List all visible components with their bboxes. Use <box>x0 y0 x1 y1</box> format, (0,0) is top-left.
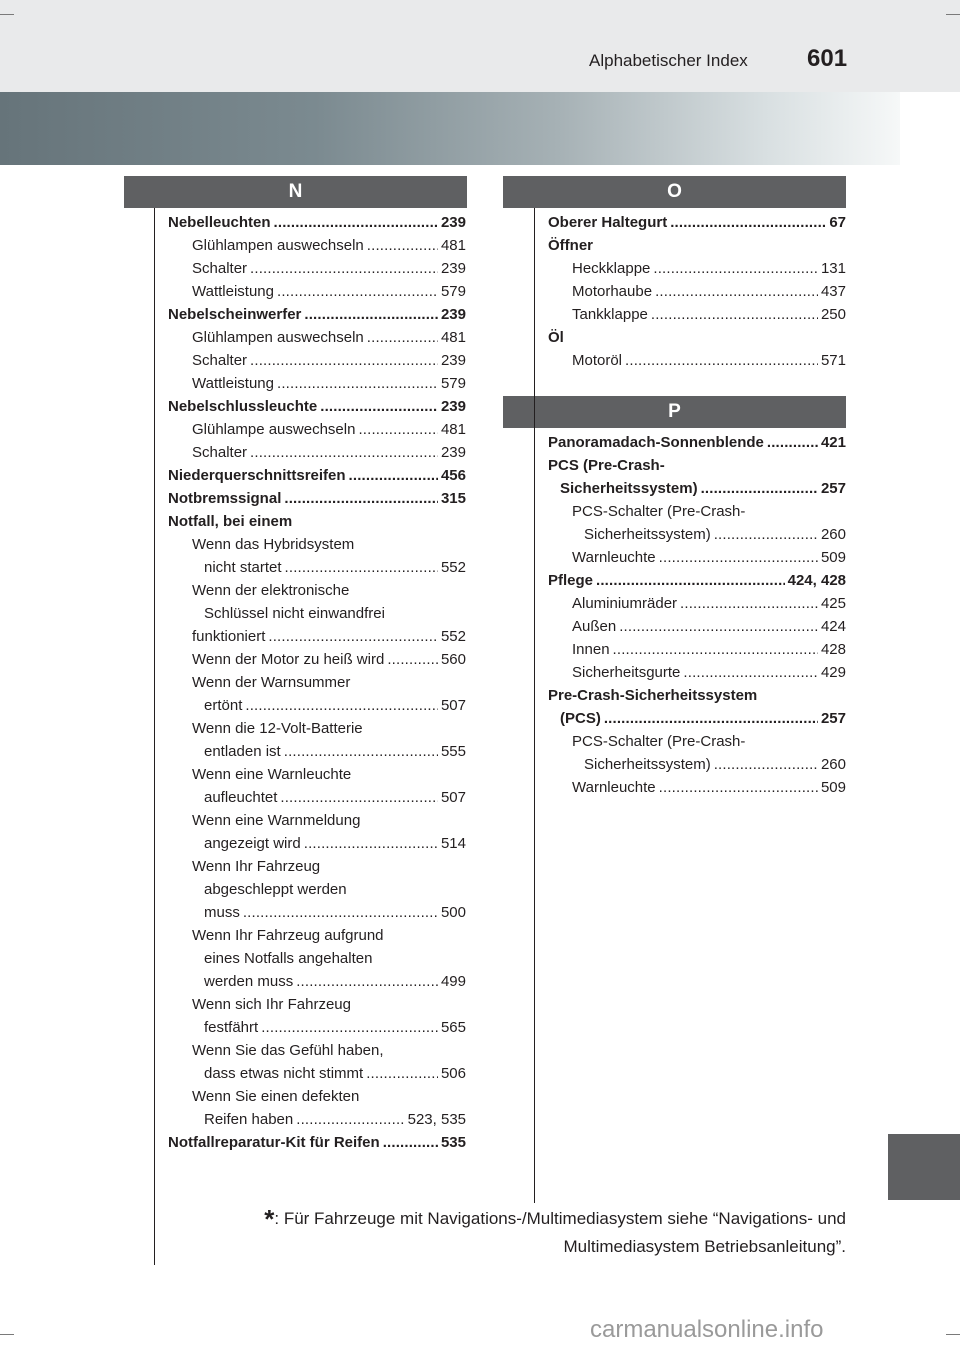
footnote <box>200 1205 846 1260</box>
dot-leader <box>274 211 438 234</box>
column-divider-middle <box>534 208 535 1203</box>
index-entry-term: dass etwas nicht stimmt <box>204 1065 364 1082</box>
index-entry <box>168 1016 466 1039</box>
index-entry-term: Notbremssignal <box>168 490 282 507</box>
dot-leader <box>619 615 818 638</box>
index-entry <box>548 326 846 349</box>
index-entry-term: Nebelscheinwerfer <box>168 306 302 323</box>
index-entry-page: 555 <box>440 743 466 760</box>
index-entry-term: Wenn die 12-Volt-Batterie <box>192 720 363 737</box>
index-entry-term: Wenn Ihr Fahrzeug <box>192 858 321 875</box>
dot-leader <box>604 707 818 730</box>
dot-leader <box>296 970 438 993</box>
index-entry <box>548 707 846 730</box>
index-entry <box>548 661 846 684</box>
index-entry-term: Niederquerschnittsreifen <box>168 467 346 484</box>
index-entry <box>168 901 466 924</box>
index-entry-page: 514 <box>440 835 466 852</box>
dot-leader <box>596 569 785 592</box>
index-entry <box>168 832 466 855</box>
letter-header-o: O <box>503 176 846 208</box>
index-entry-term: Notfall, bei einem <box>168 513 293 530</box>
dot-leader <box>367 234 438 257</box>
crop-mark <box>0 1334 14 1335</box>
index-entry-page: 239 <box>440 444 466 461</box>
index-entry <box>548 546 846 569</box>
index-entry-term: Panoramadach-Sonnenblende <box>548 434 764 451</box>
index-entry <box>548 730 846 753</box>
index-entry <box>168 602 466 625</box>
index-entry-term: Wenn eine Warnmeldung <box>192 812 361 829</box>
index-entry <box>168 924 466 947</box>
index-entry-term: PCS (Pre-Crash- <box>548 457 665 474</box>
dot-leader <box>651 303 818 326</box>
index-entry-term: Sicherheitssystem) <box>560 480 698 497</box>
index-entry-term: angezeigt wird <box>204 835 301 852</box>
column-divider-left <box>154 208 155 1265</box>
index-entry-page: 239 <box>440 214 466 231</box>
crop-mark <box>946 1334 960 1335</box>
dot-leader <box>714 753 818 776</box>
index-entry-term: muss <box>204 904 240 921</box>
dot-leader <box>366 1062 438 1085</box>
index-entry-term: Sicherheitssystem) <box>584 526 711 543</box>
index-entry <box>168 211 466 234</box>
index-entry <box>168 510 466 533</box>
index-entry-page: 315 <box>440 490 466 507</box>
dot-leader <box>250 349 438 372</box>
index-entry-page: 507 <box>440 697 466 714</box>
index-entry <box>168 372 466 395</box>
index-entry-term: Pre-Crash-Sicherheitssystem <box>548 687 758 704</box>
index-entry-page: 260 <box>820 526 846 543</box>
index-entry-page: 499 <box>440 973 466 990</box>
dot-leader <box>659 546 818 569</box>
dot-leader <box>277 372 438 395</box>
index-entry-term: Außen <box>572 618 617 635</box>
dot-leader <box>613 638 818 661</box>
index-entry-page: 424 <box>820 618 846 635</box>
index-entry <box>548 569 846 592</box>
index-entry-page: 579 <box>440 375 466 392</box>
index-entry-term: Schalter <box>192 260 248 277</box>
index-entry-term: aufleuchtet <box>204 789 278 806</box>
index-entry <box>168 464 466 487</box>
index-entry-page: 552 <box>440 628 466 645</box>
index-entry <box>548 500 846 523</box>
index-entry-page: 429 <box>820 664 846 681</box>
index-entry <box>168 855 466 878</box>
index-entry <box>168 717 466 740</box>
index-entry <box>168 763 466 786</box>
index-entry <box>168 533 466 556</box>
dot-leader <box>349 464 438 487</box>
index-entry <box>168 1039 466 1062</box>
crop-mark <box>946 14 960 15</box>
index-entry <box>168 809 466 832</box>
index-entry <box>548 684 846 707</box>
index-entry <box>548 776 846 799</box>
letter-header-p: P <box>503 396 846 428</box>
index-entry <box>168 740 466 763</box>
index-entry <box>168 970 466 993</box>
index-entry <box>168 671 466 694</box>
index-list-p <box>548 431 846 799</box>
index-entry-page: 425 <box>820 595 846 612</box>
index-entry-page: 579 <box>440 283 466 300</box>
dot-leader <box>387 648 438 671</box>
index-entry <box>168 303 466 326</box>
index-entry-term: Öl <box>548 329 564 346</box>
index-entry-page: 239 <box>440 306 466 323</box>
dot-leader <box>680 592 818 615</box>
index-entry-page: 250 <box>820 306 846 323</box>
section-title: Alphabetischer Index <box>589 51 748 70</box>
index-entry-term: Wattleistung <box>192 283 274 300</box>
dot-leader <box>304 832 438 855</box>
index-entry-term: Heckklappe <box>572 260 651 277</box>
index-entry-page: 509 <box>820 779 846 796</box>
index-entry-term: Öffner <box>548 237 593 254</box>
index-entry <box>168 694 466 717</box>
index-entry <box>168 1062 466 1085</box>
index-entry-page: 239 <box>440 260 466 277</box>
dot-leader <box>367 326 438 349</box>
index-entry-page: 509 <box>820 549 846 566</box>
index-entry-term: Pflege <box>548 572 594 589</box>
dot-leader <box>250 441 438 464</box>
index-entry-term: werden muss <box>204 973 294 990</box>
index-entry-term: Oberer Haltegurt <box>548 214 668 231</box>
index-list-n <box>168 211 466 1154</box>
index-entry-term: entladen ist <box>204 743 281 760</box>
index-entry <box>548 523 846 546</box>
index-entry-term: Glühlampen auswechseln <box>192 237 364 254</box>
dot-leader <box>285 556 438 579</box>
index-entry-page: 260 <box>820 756 846 773</box>
dot-leader <box>284 487 438 510</box>
dot-leader <box>296 1108 404 1131</box>
index-entry <box>548 638 846 661</box>
index-entry-page: 456 <box>440 467 466 484</box>
index-entry <box>548 454 846 477</box>
dot-leader <box>320 395 438 418</box>
index-entry <box>548 257 846 280</box>
index-entry-term: abgeschleppt werden <box>204 881 347 898</box>
index-entry <box>548 431 846 454</box>
index-entry <box>548 477 846 500</box>
index-entry-term: Reifen haben <box>204 1111 294 1128</box>
index-entry-term: Wenn Sie das Gefühl haben, <box>192 1042 384 1059</box>
index-entry-term: Wenn der Motor zu heiß wird <box>192 651 385 668</box>
index-entry <box>548 349 846 372</box>
index-entry-term: Sicherheitssystem) <box>584 756 711 773</box>
index-entry-page: 535 <box>440 1134 466 1151</box>
dot-leader <box>659 776 818 799</box>
index-entry-page: 437 <box>820 283 846 300</box>
index-entry <box>168 1108 466 1131</box>
index-entry-page: 424, 428 <box>787 572 846 589</box>
dot-leader <box>670 211 826 234</box>
index-entry <box>168 556 466 579</box>
index-entry-term: festfährt <box>204 1019 259 1036</box>
index-entry-term: Warnleuchte <box>572 779 656 796</box>
dot-leader <box>655 280 818 303</box>
index-entry <box>548 211 846 234</box>
index-entry-page: 507 <box>440 789 466 806</box>
index-entry <box>168 349 466 372</box>
page-number: 601 <box>807 45 848 72</box>
index-entry-term: Nebelschlussleuchte <box>168 398 318 415</box>
index-entry-term: funktioniert <box>192 628 266 645</box>
index-entry <box>168 441 466 464</box>
index-entry-page: 481 <box>440 329 466 346</box>
dot-leader <box>280 786 438 809</box>
index-entry-term: Glühlampen auswechseln <box>192 329 364 346</box>
dot-leader <box>358 418 438 441</box>
index-entry <box>168 326 466 349</box>
index-entry-page: 565 <box>440 1019 466 1036</box>
index-entry-page: 131 <box>820 260 846 277</box>
index-entry-term: Motoröl <box>572 352 623 369</box>
index-entry-page: 500 <box>440 904 466 921</box>
dot-leader <box>683 661 818 684</box>
index-entry-term: Nebelleuchten <box>168 214 271 231</box>
footnote-line-1: : Für Fahrzeuge mit Navigations-/Multimediasystem siehe “Navigations- und <box>274 1209 846 1228</box>
index-entry-page: 257 <box>820 480 846 497</box>
crop-mark <box>0 14 14 15</box>
index-entry <box>168 234 466 257</box>
index-entry <box>168 878 466 901</box>
index-entry-term: Motorhaube <box>572 283 653 300</box>
dot-leader <box>268 625 438 648</box>
index-entry-page: 481 <box>440 237 466 254</box>
index-entry <box>168 648 466 671</box>
dot-leader <box>243 901 438 924</box>
index-entry-term: eines Notfalls angehalten <box>204 950 373 967</box>
index-entry <box>548 615 846 638</box>
thumb-index-tab <box>888 1134 960 1200</box>
index-entry <box>168 280 466 303</box>
index-entry-term: nicht startet <box>204 559 282 576</box>
index-entry-term: Wattleistung <box>192 375 274 392</box>
footnote-line-2: Multimediasystem Betriebsanleitung”. <box>563 1237 846 1256</box>
index-entry <box>168 625 466 648</box>
index-entry-term: Wenn der Warnsummer <box>192 674 351 691</box>
index-entry-page: 421 <box>820 434 846 451</box>
index-entry <box>168 1131 466 1154</box>
index-entry-page: 428 <box>820 641 846 658</box>
index-entry-page: 523, 535 <box>407 1111 466 1128</box>
dot-leader <box>261 1016 438 1039</box>
index-entry <box>168 579 466 602</box>
index-entry-term: Warnleuchte <box>572 549 656 566</box>
dot-leader <box>383 1131 438 1154</box>
index-entry-term: Wenn das Hybridsystem <box>192 536 355 553</box>
dot-leader <box>701 477 818 500</box>
footnote-star: * <box>264 1204 275 1234</box>
index-entry-term: Wenn Sie einen defekten <box>192 1088 360 1105</box>
index-entry-term: Schalter <box>192 352 248 369</box>
index-entry-term: Innen <box>572 641 610 658</box>
index-entry-term: PCS-Schalter (Pre-Crash- <box>572 733 746 750</box>
index-entry <box>548 303 846 326</box>
index-entry <box>168 487 466 510</box>
dot-leader <box>714 523 818 546</box>
index-entry-page: 257 <box>820 710 846 727</box>
index-entry-page: 571 <box>820 352 846 369</box>
watermark-text: carmanualsonline.info <box>590 1316 824 1343</box>
index-entry-page: 67 <box>829 214 846 231</box>
index-entry-term: Notfallreparatur-Kit für Reifen <box>168 1134 380 1151</box>
index-entry-term: ertönt <box>204 697 243 714</box>
index-entry-term: Wenn der elektronische <box>192 582 350 599</box>
index-list-o <box>548 211 846 372</box>
index-entry-term: Schlüssel nicht einwandfrei <box>204 605 385 622</box>
index-entry-term: Sicherheitsgurte <box>572 664 681 681</box>
index-entry <box>548 280 846 303</box>
index-entry <box>168 257 466 280</box>
index-entry-page: 239 <box>440 398 466 415</box>
dot-leader <box>277 280 438 303</box>
index-entry-term: Wenn sich Ihr Fahrzeug <box>192 996 351 1013</box>
dot-leader <box>245 694 438 717</box>
index-entry-term: (PCS) <box>560 710 601 727</box>
index-entry-page: 506 <box>440 1065 466 1082</box>
dot-leader <box>653 257 818 280</box>
index-entry-term: Schalter <box>192 444 248 461</box>
dot-leader <box>304 303 438 326</box>
dot-leader <box>250 257 438 280</box>
index-entry-term: Wenn Ihr Fahrzeug aufgrund <box>192 927 384 944</box>
index-entry-page: 239 <box>440 352 466 369</box>
index-entry-term: Wenn eine Warnleuchte <box>192 766 352 783</box>
dot-leader <box>284 740 438 763</box>
index-entry-term: Aluminiumräder <box>572 595 678 612</box>
index-entry <box>168 993 466 1016</box>
index-entry <box>168 947 466 970</box>
letter-header-n: N <box>124 176 467 208</box>
dot-leader <box>625 349 818 372</box>
index-entry <box>548 234 846 257</box>
index-entry-term: PCS-Schalter (Pre-Crash- <box>572 503 746 520</box>
index-entry <box>168 1085 466 1108</box>
index-entry-term: Glühlampe auswechseln <box>192 421 356 438</box>
index-entry <box>168 786 466 809</box>
index-entry-page: 552 <box>440 559 466 576</box>
index-entry-page: 481 <box>440 421 466 438</box>
index-entry-term: Tankklappe <box>572 306 648 323</box>
index-entry <box>168 418 466 441</box>
index-entry <box>548 753 846 776</box>
index-entry <box>168 395 466 418</box>
index-entry-page: 560 <box>440 651 466 668</box>
header-gradient-band <box>0 92 900 165</box>
index-entry <box>548 592 846 615</box>
dot-leader <box>767 431 818 454</box>
